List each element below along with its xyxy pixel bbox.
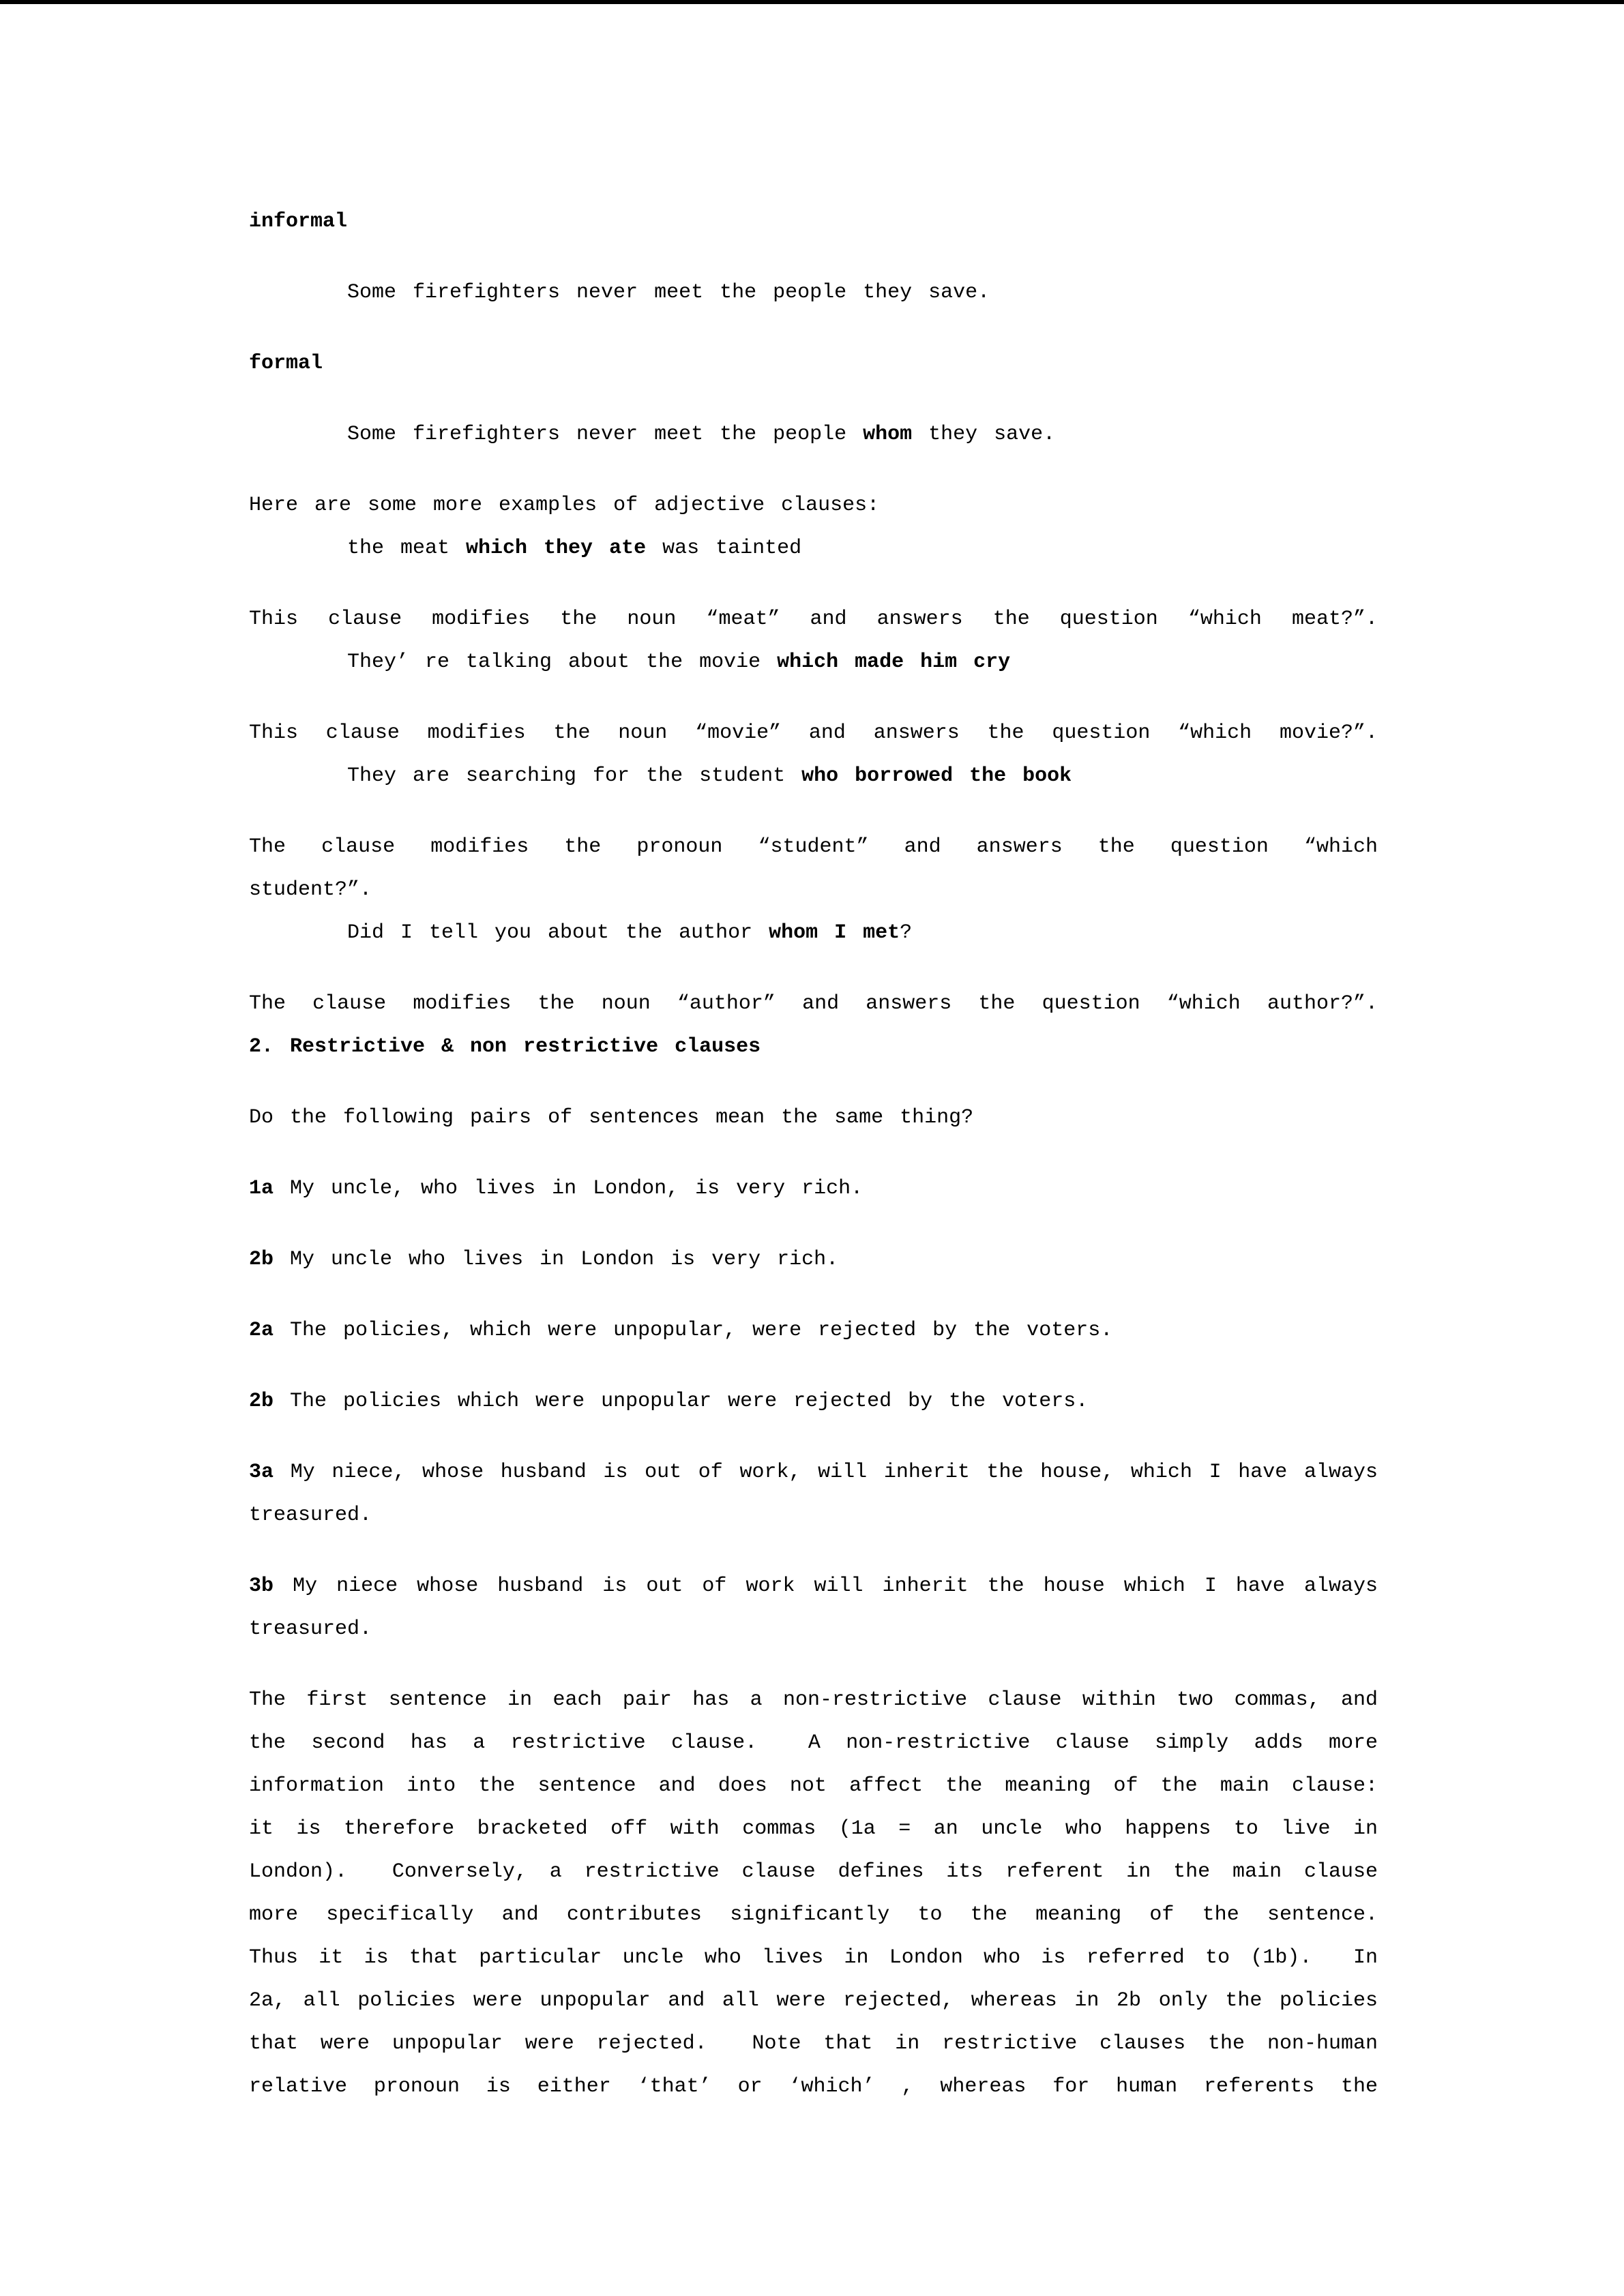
paragraph [249, 826, 1378, 955]
paragraph [249, 1380, 1378, 1423]
bold-text: formal [249, 352, 323, 375]
bold-text: who borrowed the book [801, 764, 1072, 788]
text-line [249, 1980, 1378, 2023]
text: Some firefighters never meet the people [347, 423, 863, 446]
text-line [249, 527, 1378, 570]
text: that were unpopular were rejected. Note that in restrictive clauses the non-human [249, 2032, 1378, 2055]
paragraph [249, 413, 1378, 456]
scan-artifact-top-bar [0, 0, 1624, 4]
text-line [249, 1380, 1378, 1423]
bold-text: which they ate [466, 537, 647, 560]
paragraph [249, 1309, 1378, 1352]
paragraph [249, 200, 1378, 243]
text: London). Conversely, a restrictive clause defines its referent in the main clause [249, 1860, 1378, 1883]
text: it is therefore bracketed off with commas (1a = an uncle who happens to live in [249, 1817, 1378, 1840]
text-line [249, 1808, 1378, 1851]
text-line [249, 413, 1378, 456]
text-line [249, 1451, 1378, 1494]
paragraph [249, 1679, 1378, 2108]
bold-text: 2b [249, 1248, 274, 1271]
text: The policies which were unpopular were rejected by the voters. [274, 1390, 1089, 1413]
text-line [249, 755, 1378, 798]
text-line [249, 1608, 1378, 1651]
text: Here are some more examples of adjective clauses: [249, 494, 880, 517]
paragraph [249, 271, 1378, 314]
text: Do the following pairs of sentences mean the same thing? [249, 1106, 974, 1129]
text: Thus it is that particular uncle who lives in London who is referred to (1b). In [249, 1946, 1378, 1969]
text: My uncle who lives in London is very rich. [274, 1248, 839, 1271]
text: 2a, all policies were unpopular and all were rejected, whereas in 2b only the policies [249, 1989, 1378, 2012]
text: They’ re talking about the movie [347, 651, 778, 674]
text: This clause modifies the noun “movie” and answers the question “which movie?”. [249, 721, 1378, 745]
paragraph [249, 983, 1378, 1069]
text: Some firefighters never meet the people they save. [347, 281, 990, 304]
text: more specifically and contributes significantly to the meaning of the sentence. [249, 1903, 1378, 1926]
document-content [249, 200, 1378, 2136]
paragraph [249, 1097, 1378, 1139]
paragraph [249, 484, 1378, 570]
text-line [249, 1167, 1378, 1210]
text: My uncle, who lives in London, is very rich. [274, 1177, 863, 1200]
text-line [249, 1851, 1378, 1894]
text-line [249, 1565, 1378, 1608]
text: the second has a restrictive clause. A non-restrictive clause simply adds more [249, 1731, 1378, 1755]
bold-text: whom [863, 423, 913, 446]
paragraph [249, 342, 1378, 385]
text-line [249, 1494, 1378, 1537]
text: they save. [912, 423, 1056, 446]
text-line [249, 1309, 1378, 1352]
text-line [249, 1937, 1378, 1980]
paragraph [249, 1451, 1378, 1537]
text: My niece whose husband is out of work will inherit the house which I have always [274, 1575, 1378, 1598]
text-line [249, 641, 1378, 684]
text-line [249, 2023, 1378, 2066]
text-line [249, 1238, 1378, 1281]
bold-text: informal [249, 210, 348, 233]
paragraph [249, 1238, 1378, 1281]
text: Did I tell you about the author [347, 921, 769, 944]
paragraph [249, 1167, 1378, 1210]
text: The policies, which were unpopular, were rejected by the voters. [274, 1319, 1113, 1342]
text: the meat [347, 537, 467, 560]
text-line [249, 826, 1378, 869]
text: They are searching for the student [347, 764, 802, 788]
text: relative pronoun is either ‘that’ or ‘which’ , whereas for human referents the [249, 2075, 1378, 2098]
text: information into the sentence and does not affect the meaning of the main clause: [249, 1774, 1378, 1798]
text: student?”. [249, 878, 372, 901]
bold-text: 3a [249, 1461, 274, 1484]
bold-text: which made him cry [777, 651, 1011, 674]
text-line [249, 869, 1378, 912]
text: The clause modifies the pronoun “student” and answers the question “which [249, 835, 1378, 859]
text-line [249, 912, 1378, 955]
text-line [249, 1894, 1378, 1937]
text-line [249, 598, 1378, 641]
text: The clause modifies the noun “author” and answers the question “which author?”. [249, 992, 1378, 1015]
bold-text: 3b [249, 1575, 274, 1598]
text: The first sentence in each pair has a non-restrictive clause within two commas, and [249, 1688, 1378, 1712]
text: My niece, whose husband is out of work, will inherit the house, which I have always [274, 1461, 1378, 1484]
text-line [249, 342, 1378, 385]
text-line [249, 484, 1378, 527]
paragraph [249, 712, 1378, 798]
text-line [249, 1679, 1378, 1722]
text-line [249, 1722, 1378, 1765]
text-line [249, 1097, 1378, 1139]
bold-text: 2b [249, 1390, 274, 1413]
text-line [249, 1765, 1378, 1808]
text-line [249, 983, 1378, 1026]
text: ? [900, 921, 913, 944]
text: treasured. [249, 1504, 372, 1527]
paragraph [249, 1565, 1378, 1651]
paragraph [249, 598, 1378, 684]
bold-text: 1a [249, 1177, 274, 1200]
text-line [249, 200, 1378, 243]
text-line [249, 2066, 1378, 2108]
text: was tainted [646, 537, 802, 560]
text-line [249, 1026, 1378, 1069]
text: This clause modifies the noun “meat” and answers the question “which meat?”. [249, 608, 1378, 631]
bold-text: 2. Restrictive & non restrictive clauses [249, 1035, 761, 1058]
bold-text: whom I met [769, 921, 900, 944]
text: treasured. [249, 1617, 372, 1641]
text-line [249, 271, 1378, 314]
bold-text: 2a [249, 1319, 274, 1342]
text-line [249, 712, 1378, 755]
